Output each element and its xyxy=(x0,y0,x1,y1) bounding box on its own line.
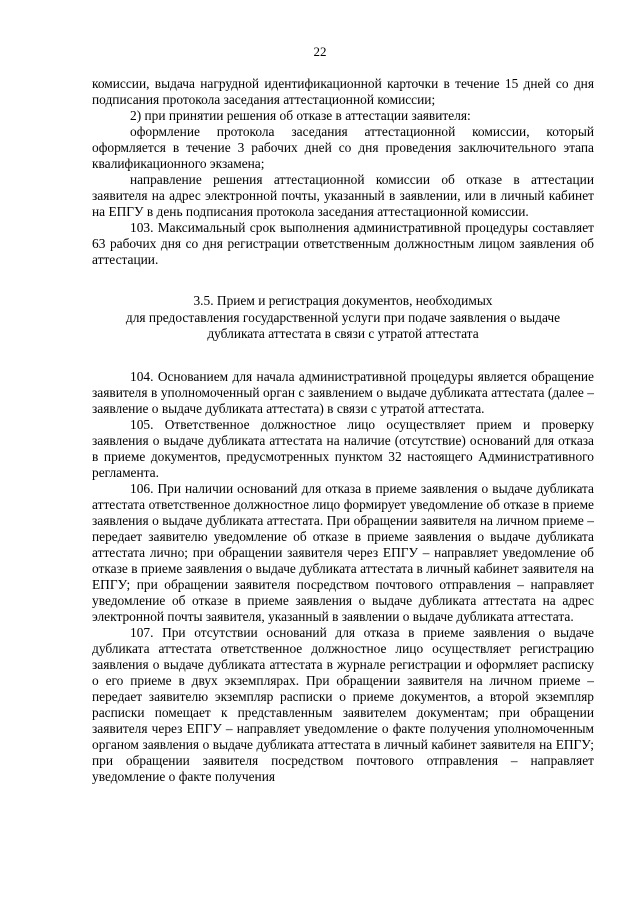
paragraph-104: 104. Основанием для начала административной процедуры является обращение заявителя в уполномоченный орган с заявлением о выдаче дубликата аттестата (далее – заявление о выдаче дубликата аттестата) в связи с утратой аттестата. xyxy=(92,368,594,416)
section-heading-line: для предоставления государственной услуги при подаче заявления о выдаче xyxy=(125,309,561,325)
section-heading xyxy=(92,293,594,343)
section-heading-line: 3.5. Прием и регистрация документов, необходимых xyxy=(193,293,493,308)
paragraph-protocol: оформление протокола заседания аттестационной комиссии, который оформляется в течение 3 рабочих дней со дня проведения заключительного этапа квалификационного экзамена; xyxy=(92,124,594,171)
paragraph-refusal-intro: 2) при принятии решения об отказе в аттестации заявителя: xyxy=(130,108,471,123)
page-number: 22 xyxy=(313,44,327,59)
paragraph-continuation: комиссии, выдача нагрудной идентификационной карточки в течение 15 дней со дня подписания протокола заседания аттестационной комиссии; xyxy=(92,76,594,107)
document-body xyxy=(92,76,594,785)
paragraph-103: 103. Максимальный срок выполнения административной процедуры составляет 63 рабочих дня со дня регистрации ответственным должностным лицом заявления об аттестации. xyxy=(92,220,594,267)
paragraph-refusal-notice: направление решения аттестационной комиссии об отказе в аттестации заявителя на адрес электронной почты, указанный в заявлении, или в личный кабинет на ЕПГУ в день подписания протокола заседания аттестационной комиссии. xyxy=(92,172,594,219)
paragraph-106: 106. При наличии оснований для отказа в приеме заявления о выдаче дубликата аттестата ответственное должностное лицо формирует уведомление об отказе в приеме заявления о выдаче дубликата аттестата. При обращении заявителя на личном приеме – передает заявителю уведомление об отказе в приеме заявления о выдаче дубликата аттестата лично; при обращении заявителя через ЕПГУ – направляет уведомление об отказе в приеме заявления о выдаче дубликата аттестата в личный кабинет заявителя на ЕПГУ; при обращении заявителя посредством почтового отправления – направляет уведомление об отказе в приеме заявления о выдаче дубликата аттестата на адрес электронной почты заявителя, указанный в заявлении о выдаче дубликата аттестата. xyxy=(92,480,594,624)
paragraph-105: 105. Ответственное должностное лицо осуществляет прием и проверку заявления о выдаче дубликата аттестата на наличие (отсутствие) оснований для отказа в приеме документов, предусмотренных пунктом 32 настоящего Административного регламента. xyxy=(92,416,594,480)
paragraph-107: 107. При отсутствии оснований для отказа в приеме заявления о выдаче дубликата аттестата ответственное должностное лицо осуществляет регистрацию заявления о выдаче дубликата аттестата в журнале регистрации и оформляет расписку о его приеме в двух экземплярах. При обращении заявителя на личном приеме – передает заявителю экземпляр расписки о приеме документов, а второй экземпляр расписки помещает к представленным заявителем документам; при обращении заявителя через ЕПГУ – направляет уведомление о факте получения уполномоченным органом заявления о выдаче дубликата аттестата в личный кабинет заявителя на ЕПГУ; при обращении заявителя посредством почтового отправления – направляет уведомление о факте получения xyxy=(92,624,594,784)
section-heading-line: дубликата аттестата в связи с утратой аттестата xyxy=(207,326,479,341)
